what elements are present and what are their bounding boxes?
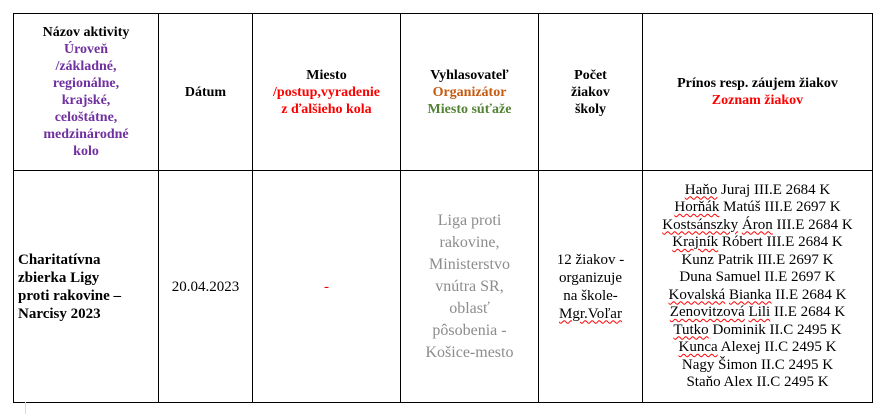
- header-row: [14, 14, 873, 171]
- date-value: 20.04.2023: [171, 278, 240, 295]
- header-activity-level-line: krajské,: [61, 93, 111, 108]
- count-line: na škole-: [563, 287, 618, 304]
- cell-students: [643, 171, 873, 403]
- header-place: [253, 14, 401, 171]
- header-benefit: [643, 14, 873, 171]
- announcer-line: rakovine,: [439, 233, 500, 251]
- announcer-line: vnútra SR,: [435, 277, 504, 295]
- header-activity-level-line: celoštátne,: [54, 110, 118, 125]
- activity-line: Charitatívna: [18, 251, 101, 268]
- header-activity: [14, 14, 159, 171]
- student-list-item: Staňo Alex II.C 2495 K: [686, 374, 829, 390]
- student-list-item: Horňák Matúš III.E 2697 K: [674, 199, 841, 215]
- student-list-item: Krajník Róbert III.E 2684 K: [672, 234, 843, 250]
- announcer-line: Košice-mesto: [425, 343, 514, 361]
- header-count: [539, 14, 643, 171]
- table-row: [14, 171, 873, 403]
- header-date-title: Dátum: [184, 84, 227, 100]
- cell-announcer: [401, 171, 539, 403]
- header-organizer: Organizátor: [432, 84, 507, 100]
- student-list-item: Tutko Dominik II.C 2495 K: [673, 321, 842, 338]
- header-benefit-title: Prínos resp. záujem žiakov: [677, 76, 838, 91]
- student-list-item: Kostsánszky Áron III.E 2684 K: [662, 216, 853, 233]
- activity-line: Narcisy 2023: [18, 305, 101, 322]
- student-list-item: Kunz Patrik III.E 2697 K: [681, 251, 834, 268]
- page-margin-mark: [25, 402, 26, 414]
- header-place-line: z ďalšieho kola: [281, 101, 372, 117]
- student-list-item: Duna Samuel II.E 2697 K: [679, 269, 836, 285]
- student-list-item: Kovalská Bianka II.E 2684 K: [668, 286, 847, 303]
- header-date: [159, 14, 253, 171]
- header-place-title: Miesto: [306, 67, 347, 83]
- header-announcer: [401, 14, 539, 171]
- header-announcer-title: Vyhlasovateľ: [430, 67, 509, 83]
- count-line: Mgr.Voľar: [559, 305, 622, 322]
- header-place-line: /postup,vyradenie: [273, 84, 380, 100]
- header-activity-level-line: Úroveň: [63, 42, 109, 57]
- header-activity-level-line: medzinárodné: [43, 127, 129, 142]
- cell-date: [159, 171, 253, 403]
- announcer-line: Ministerstvo: [429, 255, 510, 273]
- announcer-line: Liga proti: [437, 211, 502, 229]
- count-line: organizuje: [558, 269, 623, 286]
- activity-line: zbierka Ligy: [18, 269, 100, 286]
- student-list-item: Haňo Juraj III.E 2684 K: [684, 181, 831, 198]
- header-activity-level-line: kolo: [73, 144, 99, 159]
- student-list-item: Kunca Alexej II.C 2495 K: [678, 339, 837, 355]
- student-list-item: Zenovitzová Lili II.E 2684 K: [669, 304, 846, 320]
- place-value: -: [324, 278, 329, 295]
- activity-line: proti rakovine –: [18, 287, 122, 304]
- activity-table: [13, 13, 873, 403]
- header-count-line: školy: [574, 101, 607, 117]
- header-venue: Miesto súťaže: [427, 101, 512, 117]
- header-student-list-title: Zoznam žiakov: [711, 93, 804, 108]
- header-activity-level-line: /základné,: [55, 59, 117, 74]
- header-activity-level-line: regionálne,: [52, 76, 120, 91]
- cell-activity: [14, 171, 159, 403]
- header-activity-title: Názov aktivity: [42, 25, 130, 40]
- student-list-item: Nagy Šimon II.C 2495 K: [681, 356, 834, 373]
- count-line: 12 žiakov -: [556, 251, 625, 268]
- cell-place: [253, 171, 401, 403]
- cell-count: [539, 171, 643, 403]
- announcer-line: pôsobenia -: [432, 321, 507, 339]
- header-count-line: Počet: [574, 67, 607, 83]
- header-count-line: žiakov: [571, 84, 610, 100]
- announcer-line: oblasť: [449, 299, 490, 317]
